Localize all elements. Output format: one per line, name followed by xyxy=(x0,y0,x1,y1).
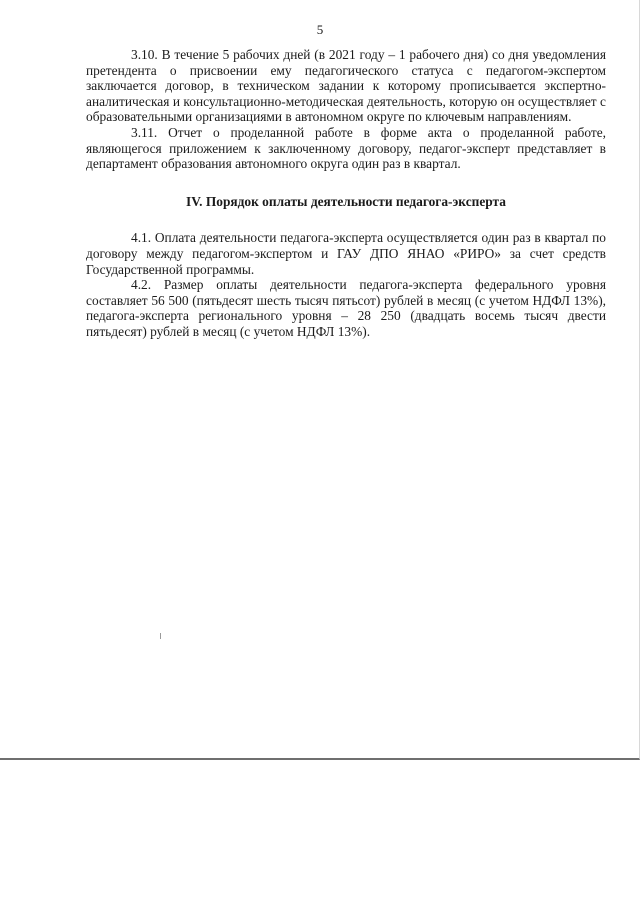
paragraph-3-11: 3.11. Отчет о проделанной работе в форме акта о проделанной работе, являющегося приложением к заключенному договору, педагог-эксперт представляет в департамент образования автономного округа один раз в квартал. xyxy=(86,124,606,172)
page-number: 5 xyxy=(316,22,324,37)
paragraph-4-1: 4.1. Оплата деятельности педагога-эксперта осуществляется один раз в квартал по договору между педагогом-экспертом и ГАУ ДПО ЯНАО «РИРО» за счет средств Государственной программы. xyxy=(86,230,606,277)
paragraph-3-10: 3.10. В течение 5 рабочих дней (в 2021 году – 1 рабочего дня) со дня уведомления претендента о присвоении ему педагогического статуса с педагогом-экспертом заключается договор, в техническом задании к которому прописывается экспертно-аналитическая и консультационно-методическая деятельность, которую он осуществляет с образовательными организациями в автономном округе по ключевым направлениям. xyxy=(86,47,606,125)
scan-mark xyxy=(160,633,161,639)
document-body xyxy=(86,47,606,340)
section-4-heading: IV. Порядок оплаты деятельности педагога-эксперта xyxy=(185,193,506,209)
paragraph-4-2: 4.2. Размер оплаты деятельности педагога-эксперта федерального уровня составляет 56 500 (пятьдесят шесть тысяч пятьсот) рублей в месяц (с учетом НДФЛ 13%), педагога-эксперта регионального уровня – 28 250 (двадцать восемь тысяч двести пятьдесят) рублей в месяц (с учетом НДФЛ 13%). xyxy=(86,277,606,339)
